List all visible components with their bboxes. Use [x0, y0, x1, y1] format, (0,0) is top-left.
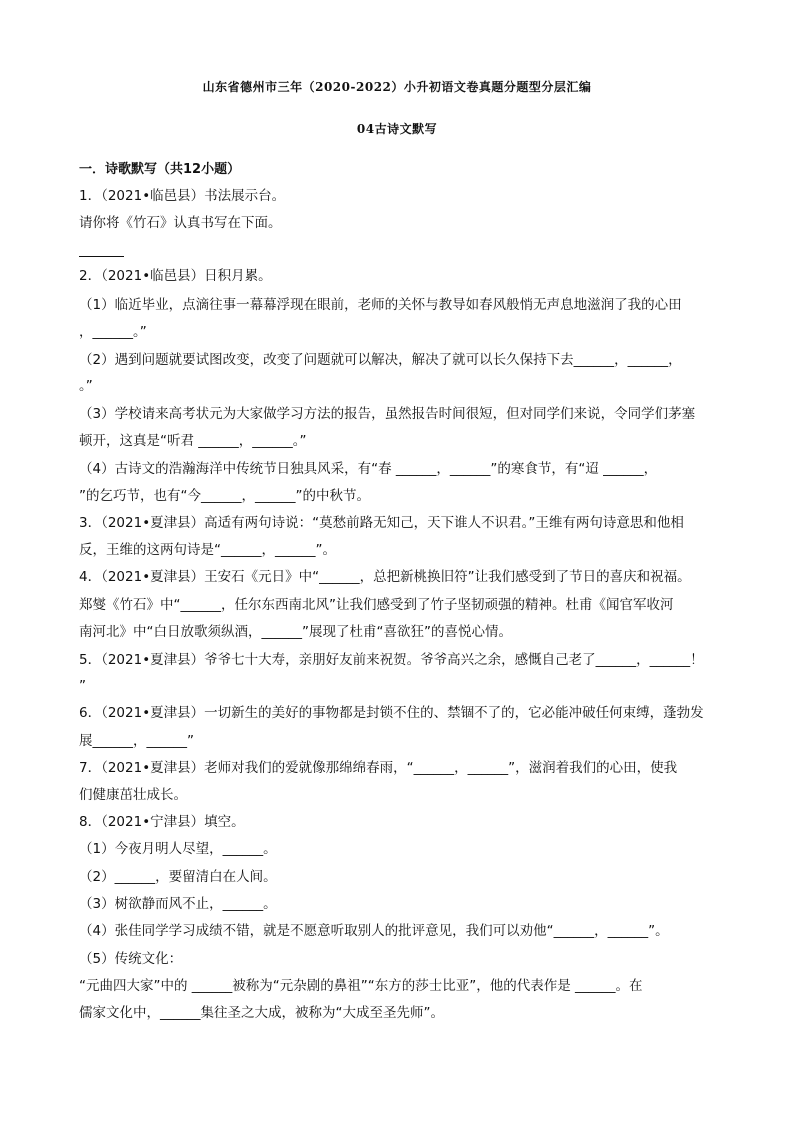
question-line: ”: [79, 678, 86, 694]
question-line: （3）树欲静而风不止，______。: [79, 896, 277, 912]
question-5: 5．（2021•夏津县）爷爷七十大寿，亲朋好友前来祝贺。爷爷高兴之余，感慨自己老了______，______！: [79, 652, 704, 668]
question-8: 8．（2021•宁津县）填空。: [79, 814, 245, 830]
section-heading: 一．诗歌默写（共12小题）: [79, 162, 241, 177]
question-line: ，______。”: [79, 324, 147, 340]
question-line: 反，王维的这两句诗是“______，______”。: [79, 542, 336, 558]
question-line: 郑燮《竹石》中“______，任尔东西南北风”让我们感受到了竹子坚韧顽强的精神。杜甫《闻官军收河: [79, 597, 674, 613]
question-line: 。”: [79, 378, 93, 394]
question-2: 2．（2021•临邑县）日积月累。: [79, 268, 272, 284]
question-line: 顿开，这真是“听君 ______，______。”: [79, 433, 307, 449]
question-line: “元曲四大家”中的 ______被称为“元杂剧的鼻祖”“东方的莎士比亚”，他的代表作是 ______。在: [79, 978, 643, 994]
question-line: （1）今夜月明人尽望，______。: [79, 841, 277, 857]
question-line: （1）临近毕业，点滴往事一幕幕浮现在眼前，老师的关怀与教导如春风般悄无声息地滋润了我的心田: [79, 297, 682, 313]
question-line: （2）遇到问题就要试图改变，改变了问题就可以解决，解决了就可以长久保持下去______，______，: [79, 352, 682, 368]
question-3: 3．（2021•夏津县）高适有两句诗说：“莫愁前路无知己，天下谁人不识君。”王维有两句诗意思和他相: [79, 515, 684, 531]
question-line: （4）张佳同学学习成绩不错，就是不愿意听取别人的批评意见，我们可以劝他“______，______”。: [79, 923, 669, 939]
doc-title: 山东省德州市三年（2020-2022）小升初语文卷真题分题型分层汇编: [202, 80, 592, 94]
question-line: 南河北》中“白日放歌须纵酒，______”展现了杜甫“喜欲狂”的喜悦心情。: [79, 624, 512, 640]
question-line: （2）______，要留清白在人间。: [79, 869, 277, 885]
question-line: （5）传统文化：: [79, 951, 183, 967]
question-1: 1．（2021•临邑县）书法展示台。: [79, 188, 286, 204]
question-line: ”的乞巧节，也有“今______，______”的中秋节。: [79, 488, 370, 504]
question-4: 4．（2021•夏津县）王安石《元日》中“______，总把新桃换旧符”让我们感受到了节日的喜庆和祝福。: [79, 569, 691, 585]
question-line: 请你将《竹石》认真书写在下面。: [79, 215, 282, 231]
question-line: 展______，______”: [79, 733, 194, 749]
answer-blank: [79, 256, 124, 257]
question-line: 们健康茁壮成长。: [79, 787, 187, 803]
question-line: （3）学校请来高考状元为大家做学习方法的报告，虽然报告时间很短，但对同学们来说，令同学们茅塞: [79, 406, 696, 422]
question-6: 6．（2021•夏津县）一切新生的美好的事物都是封锁不住的、禁锢不了的，它必能冲破任何束缚，蓬勃发: [79, 705, 704, 721]
doc-subtitle: 04古诗文默写: [356, 122, 438, 136]
question-line: （4）古诗文的浩瀚海洋中传统节日独具风采，有“春 ______，______”的寒食节，有“迢 ______，: [79, 461, 658, 477]
question-line: 儒家文化中，______集往圣之大成，被称为“大成至圣先师”。: [79, 1005, 444, 1021]
question-7: 7．（2021•夏津县）老师对我们的爱就像那绵绵春雨，“______，______”，滋润着我们的心田，使我: [79, 760, 678, 776]
